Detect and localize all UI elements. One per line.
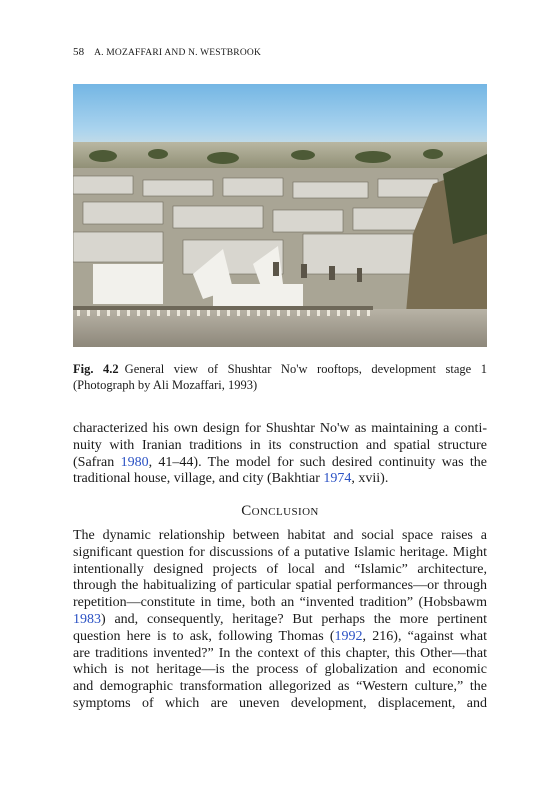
citation-link[interactable]: 1992 bbox=[334, 628, 363, 644]
page-number: 58 bbox=[73, 46, 85, 58]
figure-label: Fig. 4.2 bbox=[73, 362, 119, 376]
citation-link[interactable]: 1974 bbox=[323, 471, 352, 487]
figure-photograph-rooftops bbox=[73, 84, 487, 347]
section-heading: Conclusion bbox=[241, 503, 319, 519]
text-line: traditional house, village, and city (Bakhtiar 1974, xvii). bbox=[73, 471, 389, 487]
text-line: nuity with Iranian traditions in its construction and spatial structure bbox=[73, 437, 487, 453]
text-line: characterized his own design for Shushtar No'w as maintaining a conti- bbox=[73, 421, 487, 436]
text-line: are traditions invented?” In the context of this chapter, this Other—that bbox=[73, 645, 487, 661]
text-line: The dynamic relationship between habitat and social space raises a bbox=[73, 528, 487, 543]
citation-link[interactable]: 1983 bbox=[73, 611, 101, 627]
figure-caption-text: General view of Shushtar No'w rooftops, development stage 1 (Photograph by Ali Mozaffari, 1993) bbox=[73, 362, 488, 392]
text-line: (Safran 1980, 41–44). The model for such desired continuity was the bbox=[73, 454, 487, 470]
text-line: intentionally designed projects of local and “Islamic” architecture, bbox=[73, 561, 487, 577]
paragraph-2 bbox=[73, 528, 487, 713]
text-line: through the habitualizing of particular spatial performances—or through bbox=[73, 578, 487, 594]
text-line: repetition—constitute in time, both an “invented tradition” (Hobsbawm bbox=[73, 595, 487, 611]
text-line: significant question for discussions of a putative Islamic heritage. Might bbox=[73, 544, 487, 560]
paragraph-1 bbox=[73, 421, 487, 488]
figure-caption bbox=[73, 361, 487, 393]
citation-link[interactable]: 1980 bbox=[120, 454, 149, 470]
text-line: which is not heritage—is the process of globalization and economic bbox=[73, 662, 487, 678]
running-head-authors: A. MOZAFFARI AND N. WESTBROOK bbox=[94, 48, 262, 58]
text-line: and demographic transformation allegorized as “Western culture,” the bbox=[73, 679, 487, 695]
running-head bbox=[73, 46, 261, 58]
text-line: symptoms of which are uneven development, displacement, and bbox=[73, 695, 487, 711]
text-line: question here is to ask, following Thomas (1992, 216), “against what bbox=[73, 628, 488, 644]
text-line: 1983) and, consequently, heritage? But perhaps the more pertinent bbox=[73, 611, 487, 627]
